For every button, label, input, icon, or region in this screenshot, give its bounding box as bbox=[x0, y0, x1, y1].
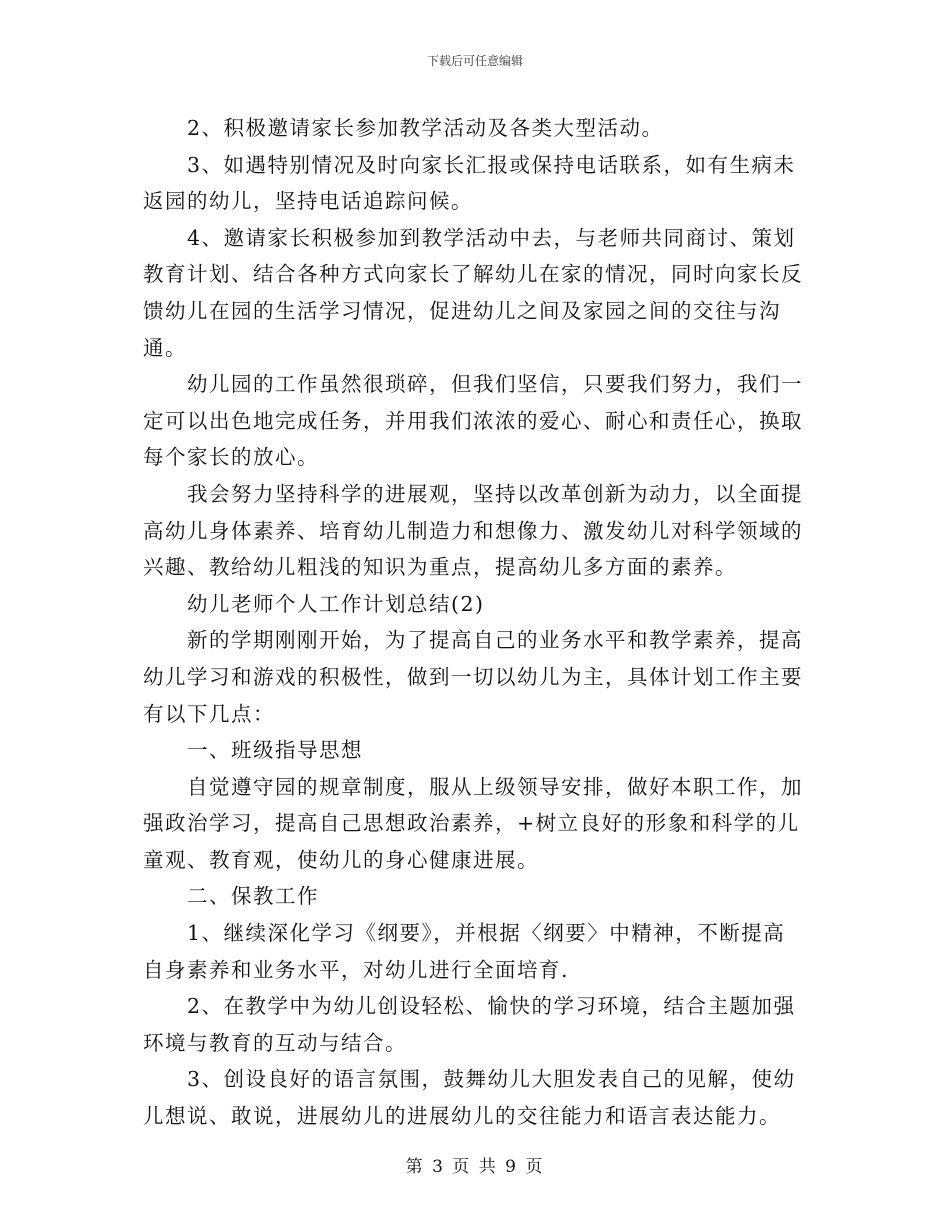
paragraph: 自觉遵守园的规章制度，服从上级领导安排，做好本职工作，加强政治学习，提高自己思想政治素养，+树立良好的形象和科学的儿童观、教育观，使幼儿的身心健康进展。 bbox=[143, 774, 803, 872]
document-body bbox=[143, 110, 807, 1135]
section-heading: 二、保教工作 bbox=[187, 884, 319, 909]
paragraph: 2、积极邀请家长参加教学活动及各类大型活动。 bbox=[187, 116, 664, 140]
page-footer: 第 3 页 共 9 页 bbox=[405, 1157, 545, 1177]
paragraph: 我会努力坚持科学的进展观，坚持以改革创新为动力，以全面提高幼儿身体素养、培育幼儿制造力和想像力、激发幼儿对科学领域的兴趣、教给幼儿粗浅的知识为重点，提高幼儿多方面的素养。 bbox=[143, 481, 803, 580]
paragraph: 新的学期刚刚开始，为了提高自己的业务水平和教学素养，提高幼儿学习和游戏的积极性，做到一切以幼儿为主，具体计划工作主要有以下几点： bbox=[143, 628, 803, 726]
paragraph: 3、如遇特别情况及时向家长汇报或保持电话联系，如有生病未返园的幼儿，坚持电话追踪问候。 bbox=[143, 152, 796, 214]
paragraph: 4、邀请家长积极参加到教学活动中去，与老师共同商讨、策划教育计划、结合各种方式向家长了解幼儿在家的情况，同时向家长反馈幼儿在园的生活学习情况，促进幼儿之间及家园之间的交往与沟通。 bbox=[143, 225, 803, 360]
section-heading: 一、班级指导思想 bbox=[187, 738, 363, 763]
paragraph: 3、创设良好的语言氛围，鼓舞幼儿大胆发表自己的见解，使幼儿想说、敢说，进展幼儿的进展幼儿的交往能力和语言表达能力。 bbox=[143, 1067, 796, 1129]
paragraph: 1、继续深化学习《纲要》，并根据〈纲要〉中精神，不断提高自身素养和业务水平，对幼儿进行全面培育. bbox=[143, 921, 786, 982]
paragraph: 2、在教学中为幼儿创设轻松、愉快的学习环境，结合主题加强环境与教育的互动与结合。 bbox=[143, 994, 796, 1055]
paragraph: 幼儿园的工作虽然很琐碎，但我们坚信，只要我们努力，我们一定可以出色地完成任务，并用我们浓浓的爱心、耐心和责任心，换取每个家长的放心。 bbox=[143, 372, 803, 470]
page-header: 下载后可任意编辑 bbox=[426, 54, 523, 68]
section-title: 幼儿老师个人工作计划总结(2) bbox=[187, 591, 485, 616]
